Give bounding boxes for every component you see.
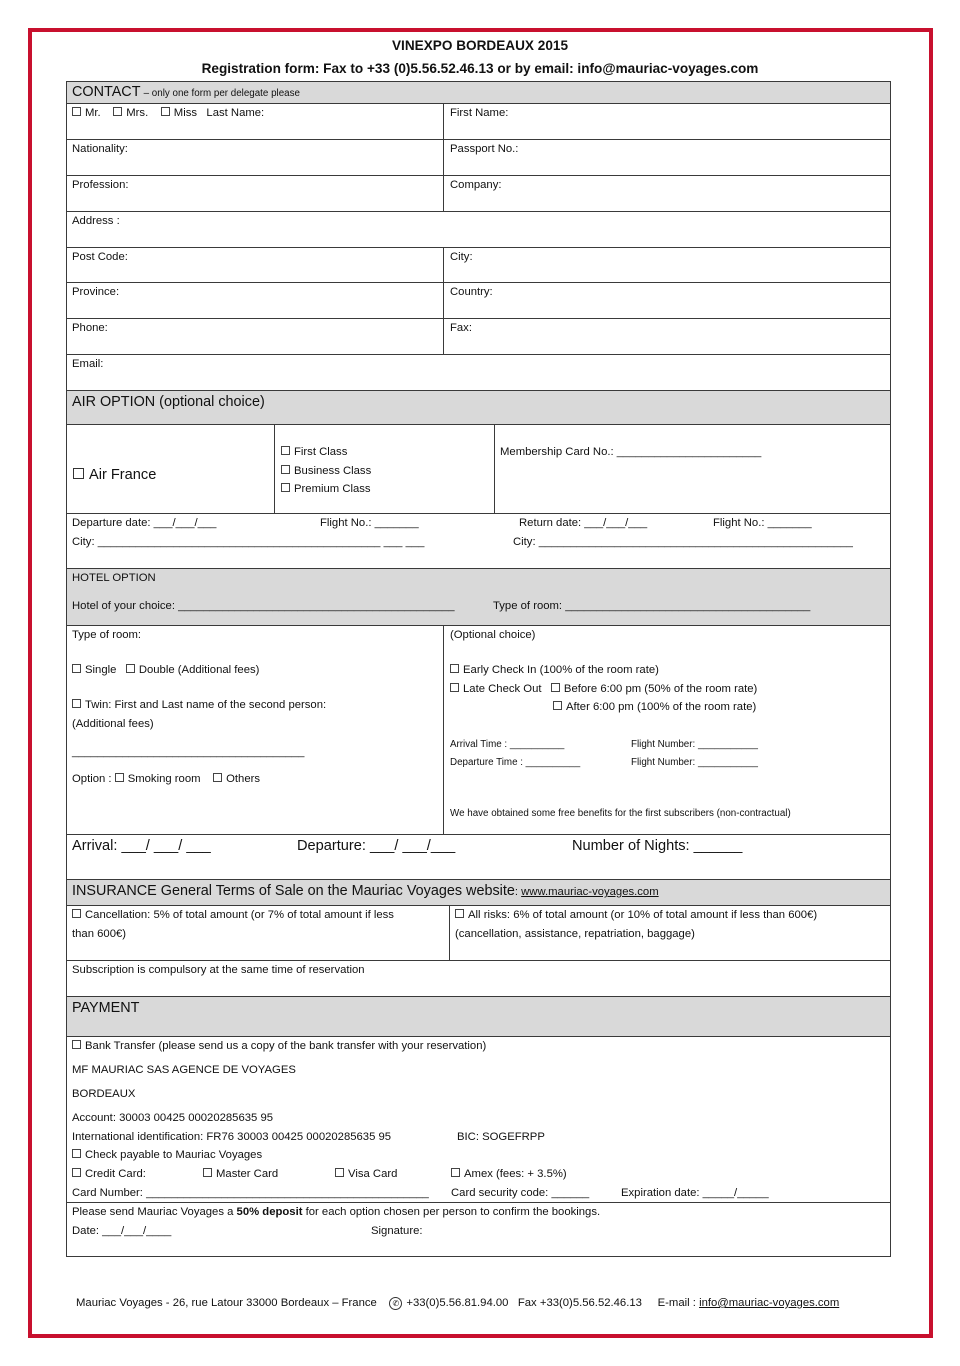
footer-phone: +33(0)5.56.81.94.00: [406, 1297, 509, 1309]
cancellation-label-2: than 600€): [72, 928, 127, 940]
payee-city: BORDEAUX: [72, 1088, 136, 1100]
master-card-option: [203, 1168, 278, 1181]
all-risks-label: All risks: 6% of total amount (or 10% of total amount if less than 600€): [468, 909, 818, 921]
check-label: Check payable to Mauriac Voyages: [85, 1149, 263, 1161]
company-label: Company:: [450, 179, 502, 191]
credit-card-option: [72, 1168, 146, 1181]
arrival-date-field[interactable]: Arrival: ___/ ___/ ___: [72, 838, 211, 854]
departure-city-field[interactable]: City: _____________________________________________ ___ ___: [72, 536, 425, 548]
fax-label: Fax:: [450, 322, 472, 334]
visa-label: Visa Card: [348, 1168, 398, 1180]
room-options: [72, 773, 260, 786]
double-checkbox[interactable]: [126, 664, 135, 673]
post-code-label: Post Code:: [72, 251, 128, 263]
expiration-field[interactable]: Expiration date: _____/_____: [621, 1187, 769, 1199]
departure-date-field[interactable]: Departure date: ___/___/___: [72, 517, 217, 529]
early-checkin-checkbox[interactable]: [450, 664, 459, 673]
contact-title: CONTACT: [72, 84, 141, 100]
air-france-checkbox[interactable]: [73, 468, 84, 479]
mr-checkbox[interactable]: [72, 107, 81, 116]
membership-field[interactable]: Membership Card No.: _______________________: [500, 446, 762, 458]
payment-title: PAYMENT: [72, 1000, 140, 1016]
air-france-option: [73, 467, 156, 484]
cancellation-label: Cancellation: 5% of total amount (or 7% of total amount if less: [85, 909, 394, 921]
after6-option: [553, 701, 756, 714]
profession-label: Profession:: [72, 179, 129, 191]
miss-checkbox[interactable]: [161, 107, 170, 116]
hotel-section-header: [66, 568, 891, 625]
title-options: [72, 107, 264, 120]
account-number: Account: 30003 00425 00020285635 95: [72, 1112, 274, 1124]
mrs-checkbox[interactable]: [113, 107, 122, 116]
deposit-bold: 50% deposit: [236, 1206, 303, 1218]
return-city-field[interactable]: City: __________________________________________________: [513, 536, 853, 548]
footer-email-link[interactable]: info@mauriac-voyages.com: [699, 1297, 840, 1309]
insurance-colon: :: [514, 886, 518, 898]
footer: [76, 1297, 839, 1310]
first-class-label: First Class: [294, 446, 348, 458]
mr-label: Mr.: [85, 107, 101, 119]
insurance-heading: [72, 883, 659, 900]
premium-class-option: [281, 483, 371, 496]
security-code-field[interactable]: Card security code: ______: [451, 1187, 590, 1199]
optional-choice-label: (Optional choice): [450, 629, 536, 641]
subscription-note: Subscription is compulsory at the same time of reservation: [72, 964, 365, 976]
twin-label: Twin: First and Last name of the second person:: [85, 699, 327, 711]
others-checkbox[interactable]: [213, 773, 222, 782]
email-label: Email:: [72, 358, 104, 370]
early-checkin-option: [450, 664, 659, 677]
amex-option: [451, 1168, 567, 1181]
nationality-label: Nationality:: [72, 143, 128, 155]
master-card-label: Master Card: [216, 1168, 279, 1180]
after6-label: After 6:00 pm (100% of the room rate): [566, 701, 757, 713]
phone-label: Phone:: [72, 322, 108, 334]
benefits-note: We have obtained some free benefits for the first subscribers (non-contractual): [450, 808, 791, 819]
nights-field[interactable]: Number of Nights: ______: [572, 838, 743, 854]
iban: International identification: FR76 30003 00425 00020285635 95: [72, 1131, 392, 1143]
business-class-label: Business Class: [294, 465, 372, 477]
return-flight-field[interactable]: Flight No.: _______: [713, 517, 812, 529]
deposit-note: [72, 1206, 600, 1219]
twin-option: [72, 699, 326, 712]
departure-flight-field[interactable]: Flight No.: _______: [320, 517, 419, 529]
credit-card-label: Credit Card:: [85, 1168, 146, 1180]
check-option: [72, 1149, 262, 1162]
cancellation-option: [72, 909, 394, 922]
return-date-field[interactable]: Return date: ___/___/___: [519, 517, 648, 529]
deposit-pre: Please send Mauriac Voyages a: [72, 1206, 237, 1218]
option-label: Option :: [72, 773, 112, 785]
deposit-post: for each option chosen per person to confirm the bookings.: [302, 1206, 601, 1218]
twin-checkbox[interactable]: [72, 699, 81, 708]
before6-checkbox[interactable]: [551, 683, 560, 692]
footer-email-label: E-mail :: [657, 1297, 696, 1309]
early-checkin-label: Early Check In (100% of the room rate): [463, 664, 659, 676]
hotel-choice-field[interactable]: Hotel of your choice: ____________________________________________: [72, 600, 455, 612]
first-class-checkbox[interactable]: [281, 446, 290, 455]
premium-class-label: Premium Class: [294, 483, 371, 495]
after6-checkbox[interactable]: [553, 701, 562, 710]
bank-transfer-label: Bank Transfer (please send us a copy of the bank transfer with your reservation): [85, 1040, 487, 1052]
last-name-label: Last Name:: [206, 107, 265, 119]
check-checkbox[interactable]: [72, 1149, 81, 1158]
city-label: City:: [450, 251, 473, 263]
double-label: Double (Additional fees): [138, 664, 260, 676]
address-label: Address :: [72, 215, 120, 227]
hotel-room-type-field[interactable]: Type of room: _______________________________________: [493, 600, 811, 612]
country-label: Country:: [450, 286, 493, 298]
late-checkout-option: [450, 683, 757, 696]
arrival-flight-number-field[interactable]: Flight Number: ___________: [631, 739, 758, 750]
late-checkout-checkbox[interactable]: [450, 683, 459, 692]
phone-icon: ✆: [389, 1297, 402, 1310]
departure-flight-number-field[interactable]: Flight Number: ___________: [631, 757, 758, 768]
province-label: Province:: [72, 286, 120, 298]
date-field[interactable]: Date: ___/___/____: [72, 1225, 172, 1237]
visa-option: [335, 1168, 397, 1181]
single-label: Single: [85, 664, 117, 676]
departure-time-field[interactable]: Departure Time : __________: [450, 757, 581, 768]
single-double-options: [72, 664, 259, 677]
second-person-name-field[interactable]: _____________________________________: [72, 746, 305, 758]
before6-label: Before 6:00 pm (50% of the room rate): [563, 683, 758, 695]
smoking-checkbox[interactable]: [115, 773, 124, 782]
amex-label: Amex (fees: + 3.5%): [464, 1168, 567, 1180]
hotel-title: HOTEL OPTION: [72, 572, 156, 584]
departure-date-hotel-field[interactable]: Departure: ___/ ___/___: [297, 838, 456, 854]
all-risks-label-2: (cancellation, assistance, repatriation, baggage): [455, 928, 695, 940]
master-card-checkbox[interactable]: [203, 1168, 212, 1177]
bic: BIC: SOGEFRPP: [457, 1131, 545, 1143]
form-subtitle: Registration form: Fax to +33 (0)5.56.52.46.13 or by email: info@mauriac-voyages.com: [201, 61, 759, 76]
payee-company: MF MAURIAC SAS AGENCE DE VOYAGES: [72, 1064, 296, 1076]
business-class-option: [281, 465, 371, 478]
premium-class-checkbox[interactable]: [281, 483, 290, 492]
signature-label: Signature:: [371, 1225, 423, 1237]
twin-fees-label: (Additional fees): [72, 718, 154, 730]
air-france-label: Air France: [89, 467, 157, 483]
air-title: AIR OPTION (optional choice): [72, 394, 265, 410]
insurance-title: INSURANCE General Terms of Sale on the Mauriac Voyages website: [72, 883, 515, 899]
miss-label: Miss: [173, 107, 197, 119]
footer-fax: Fax +33(0)5.56.52.46.13: [517, 1297, 642, 1309]
cancellation-checkbox[interactable]: [72, 909, 81, 918]
mrs-label: Mrs.: [126, 107, 149, 119]
passport-label: Passport No.:: [450, 143, 519, 155]
others-label: Others: [226, 773, 261, 785]
arrival-time-field[interactable]: Arrival Time : __________: [450, 739, 565, 750]
credit-card-checkbox[interactable]: [72, 1168, 81, 1177]
card-number-field[interactable]: Card Number: _____________________________________________: [72, 1187, 429, 1199]
contact-heading: [72, 84, 300, 101]
late-checkout-label: Late Check Out: [463, 683, 542, 695]
bank-transfer-checkbox[interactable]: [72, 1040, 81, 1049]
first-name-label: First Name:: [450, 107, 509, 119]
insurance-website-link[interactable]: www.mauriac-voyages.com: [521, 886, 659, 898]
first-class-option: [281, 446, 347, 459]
all-risks-option: [455, 909, 817, 922]
single-checkbox[interactable]: [72, 664, 81, 673]
room-type-label: Type of room:: [72, 629, 142, 641]
footer-address: Mauriac Voyages - 26, rue Latour 33000 Bordeaux – France: [76, 1297, 377, 1309]
business-class-checkbox[interactable]: [281, 465, 290, 474]
form-title: VINEXPO BORDEAUX 2015: [391, 38, 569, 53]
smoking-label: Smoking room: [127, 773, 201, 785]
amex-checkbox[interactable]: [451, 1168, 460, 1177]
payment-section-header: [66, 996, 891, 1036]
contact-note: – only one form per delegate please: [143, 88, 300, 99]
bank-transfer-option: [72, 1040, 486, 1053]
visa-checkbox[interactable]: [335, 1168, 344, 1177]
all-risks-checkbox[interactable]: [455, 909, 464, 918]
